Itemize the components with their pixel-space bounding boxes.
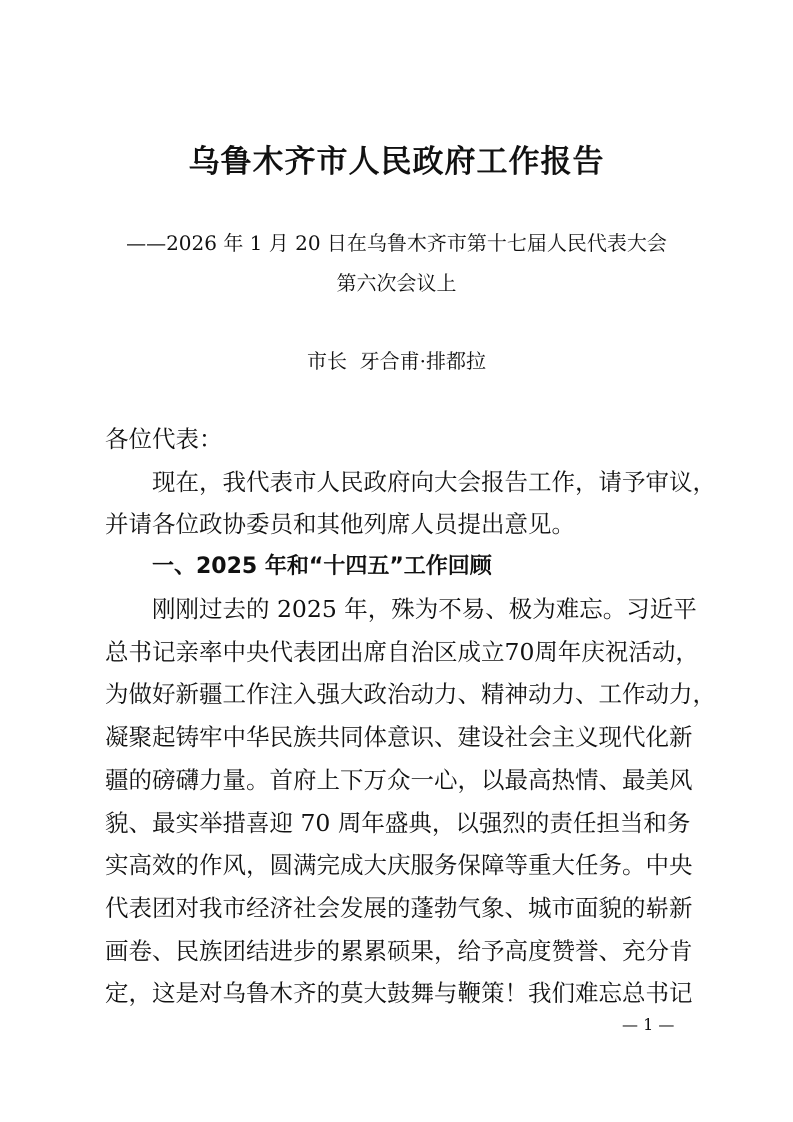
author-line: 市长 牙合甫·排都拉 bbox=[306, 349, 487, 373]
body-line: 貌、最实举措喜迎 70 周年盛典，以强烈的责任担当和务 bbox=[105, 809, 691, 837]
body-line: 实高效的作风，圆满完成大庆服务保障等重大任务。中央 bbox=[105, 851, 693, 879]
subtitle-line-2: 第六次会议上 bbox=[336, 271, 457, 295]
body-line: 刚刚过去的 2025 年，殊为不易、极为难忘。习近平 bbox=[152, 595, 697, 623]
body-line: 总书记亲率中央代表团出席自治区成立70周年庆祝活动， bbox=[105, 638, 699, 666]
body-line: 为做好新疆工作注入强大政治动力、精神动力、工作动力， bbox=[105, 680, 716, 708]
body-line: 并请各位政协委员和其他列席人员提出意见。 bbox=[105, 510, 575, 538]
body-line: 代表团对我市经济社会发展的蓬勃气象、城市面貌的崭新 bbox=[105, 894, 693, 922]
body-line: 凝聚起铸牢中华民族共同体意识、建设社会主义现代化新 bbox=[105, 723, 693, 751]
section-heading: 一、2025 年和“十四五”工作回顾 bbox=[152, 554, 492, 579]
body-line: 定，这是对乌鲁木齐的莫大鼓舞与鞭策！我们难忘总书记 bbox=[105, 979, 693, 1007]
subtitle-line-1: ——2026 年 1 月 20 日在乌鲁木齐市第十七届人民代表大会 bbox=[126, 231, 667, 255]
salutation: 各位代表： bbox=[105, 425, 223, 453]
body-line: 疆的磅礴力量。首府上下万众一心，以最高热情、最美风 bbox=[105, 766, 693, 794]
body-line: 现在，我代表市人民政府向大会报告工作，请予审议， bbox=[152, 468, 716, 496]
page-number: — 1 — bbox=[622, 1015, 675, 1034]
report-title: 乌鲁木齐市人民政府工作报告 bbox=[188, 144, 605, 180]
body-line: 画卷、民族团结进步的累累硕果，给予高度赞誉、充分肯 bbox=[105, 937, 693, 965]
